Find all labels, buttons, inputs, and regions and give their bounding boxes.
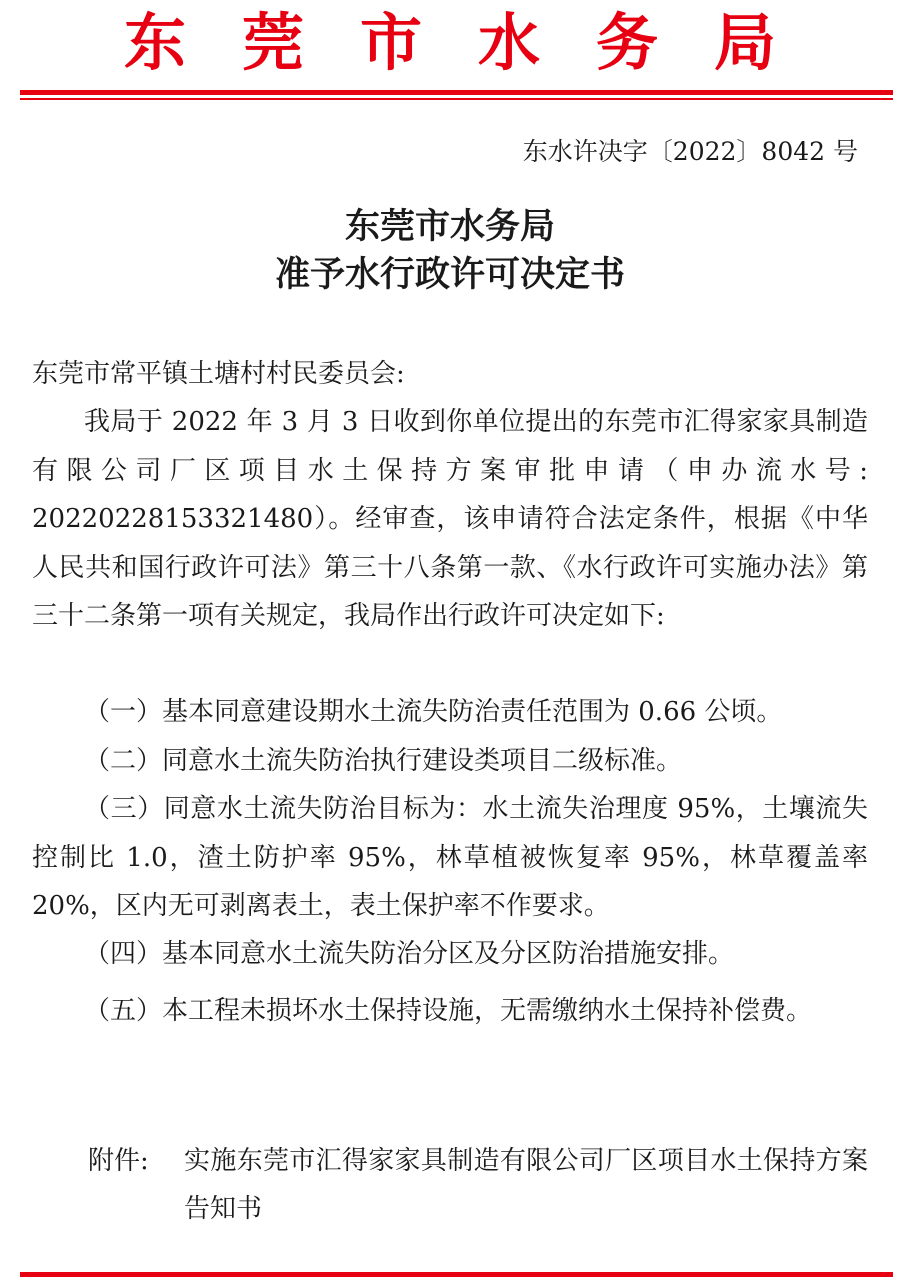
title-line-1: 东莞市水务局 <box>344 206 555 247</box>
title-line-2: 准予水行政许可决定书 <box>274 254 625 295</box>
footer-rule <box>20 1272 893 1277</box>
attachment-label: 附件: <box>88 1146 149 1176</box>
masthead-rule-thin <box>20 98 893 100</box>
agency-masthead: 东莞市水务局 <box>123 6 832 79</box>
document-number: 东水许决字〔2022〕8042 号 <box>522 137 858 166</box>
decision-item-3: （三）同意水土流失防治目标为：水土流失治理度 95%，土壤流失控制比 1.0，渣土防护率 95%，林草植被恢复率 95%，林草覆盖率 20%，区内无可剥离表土，表土保护率不作要求。 <box>32 794 868 921</box>
decision-item-2: （二）同意水土流失防治执行建设类项目二级标准。 <box>84 746 683 776</box>
masthead-rule-thick <box>20 90 893 95</box>
addressee: 东莞市常平镇土塘村村民委员会: <box>32 359 405 389</box>
decision-item-4: （四）基本同意水土流失防治分区及分区防治措施安排。 <box>84 939 735 969</box>
attachment-text: 实施东莞市汇得家家具制造有限公司厂区项目水土保持方案告知书 <box>184 1146 868 1224</box>
decision-item-1: （一）基本同意建设期水土流失防治责任范围为 0.66 公顷。 <box>84 697 783 727</box>
intro-paragraph: 我局于 2022 年 3 月 3 日收到你单位提出的东莞市汇得家家具制造有限公司厂区项目水土保持方案审批申请（申办流水号: 20220228153321480）。经审查，该申请符合法定条件，根据《中华人民共和国行政许可法》第三十八条第一款、《水行政许可实施办法》第三十二条第一项有关规定，我局作出行政许可决定如下: <box>32 407 868 631</box>
decision-item-5: （五）本工程未损坏水土保持设施，无需缴纳水土保持补偿费。 <box>84 996 813 1026</box>
